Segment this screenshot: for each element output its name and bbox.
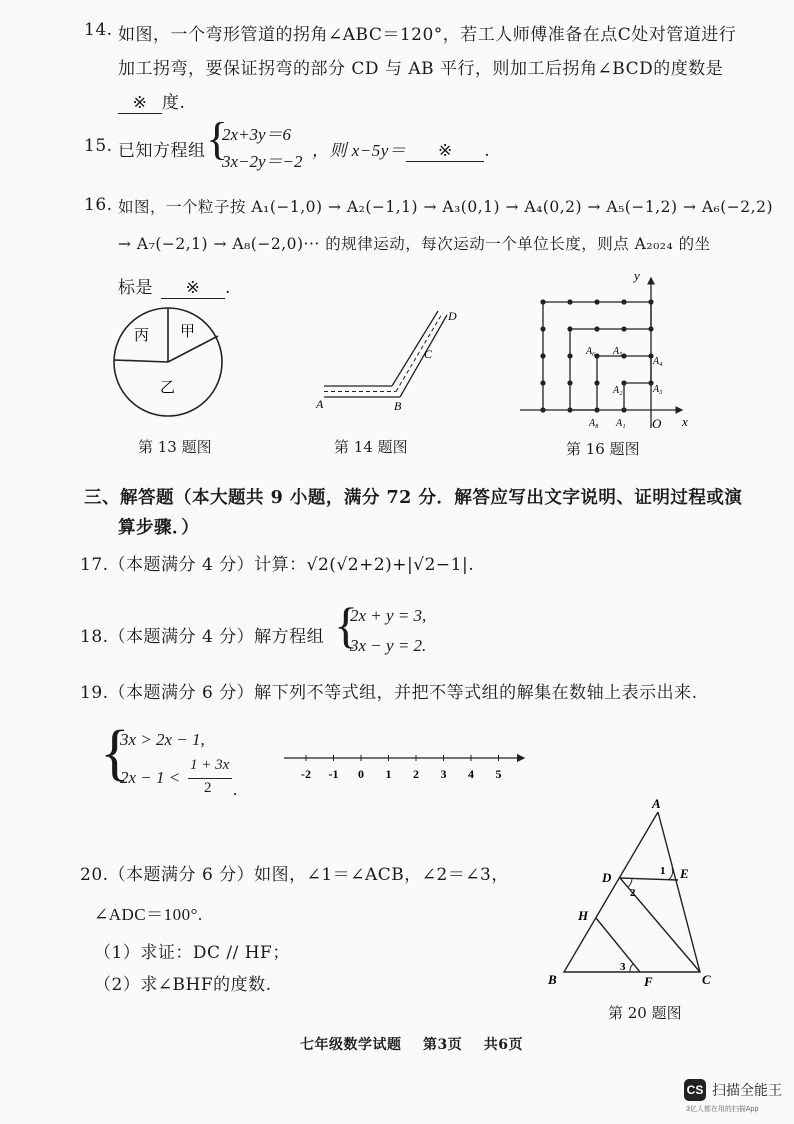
page-footer: 七年级数学试题 第3页 共6页	[300, 1037, 523, 1053]
fig20-label-d: D	[602, 870, 612, 885]
fig20-caption: 第 20 题图	[608, 1004, 682, 1022]
q17-text: 17.（本题满分 4 分）计算：√2(√2+2)+|√2−1|.	[80, 555, 475, 575]
fig16-grid	[512, 268, 698, 436]
q15-number: 15.	[84, 136, 113, 156]
q19-text: 19.（本题满分 6 分）解下列不等式组，并把不等式组的解集在数轴上表示出来.	[80, 683, 698, 703]
fig20-label-h: H	[578, 908, 589, 923]
q14-line2: 加工拐弯，要保证拐弯的部分 CD 与 AB 平行，则加工后拐角∠BCD的度数是	[118, 59, 724, 79]
q18-brace: {	[334, 597, 358, 653]
number-line-tick-label: 5	[495, 767, 502, 781]
fig14-label-b: B	[394, 399, 402, 413]
fig20-label-a: A	[652, 796, 661, 811]
q16-answer-line	[118, 273, 231, 299]
q19-number-line	[280, 748, 530, 788]
q14-number: 14.	[84, 20, 113, 40]
section3-heading-line2: 算步骤．）	[118, 518, 200, 538]
fig16-label-a4: A₄	[653, 356, 663, 367]
q19-fraction-bar	[188, 778, 232, 779]
camscanner-logo: CS	[684, 1079, 706, 1101]
q18-eq1: 2x + y = 3,	[350, 606, 427, 625]
q20-part2: （2）求∠BHF的度数.	[94, 975, 272, 995]
fig14-pipe	[310, 306, 470, 418]
q15-eq1: 2x+3y＝6	[222, 125, 292, 144]
fig16-label-origin: O	[652, 416, 662, 431]
number-line-tick-label: 1	[385, 767, 392, 781]
number-line-tick-label: 2	[413, 767, 419, 781]
camscanner-name: 扫描全能王	[712, 1082, 782, 1098]
fig20-angle-1: 1	[660, 865, 666, 877]
fig13-label-jia: 甲	[180, 324, 196, 340]
fig13-label-yi: 乙	[160, 380, 176, 396]
q16-blank: ※	[161, 278, 225, 299]
q20-line2: ∠ADC＝100°.	[94, 905, 203, 924]
fig16-label-a5: A₅	[613, 346, 623, 357]
fig20-label-f: F	[644, 974, 653, 989]
fig14-label-c: C	[424, 347, 433, 361]
q16-prefix: 标是	[118, 278, 153, 298]
fig16-label-y: y	[634, 268, 640, 283]
q20-line1: 20.（本题满分 6 分）如图，∠1＝∠ACB，∠2＝∠3，	[80, 865, 509, 885]
fig20-triangle	[540, 794, 720, 994]
number-line-tick-label: -1	[328, 767, 339, 781]
q15-eq2: 3x−2y＝−2	[222, 152, 303, 171]
fig16-label-x: x	[682, 414, 688, 429]
q19-eq2-numerator: 1 + 3x	[190, 757, 230, 773]
q15-mid: ，则 x−5y＝	[312, 141, 407, 160]
q16-tail: .	[225, 278, 231, 298]
fig16-label-a6: A₆	[586, 346, 596, 357]
q20-part1: （1）求证：DC // HF；	[94, 943, 290, 963]
fig16-label-a3: A₃	[653, 384, 663, 395]
q16-line1: 如图，一个粒子按 A₁(−1,0) → A₂(−1,1) → A₃(0,1) → A₄(0,2) → A₅(−1,2) → A₆(−2,2)	[118, 198, 773, 216]
q15-brace: {	[206, 113, 229, 164]
q14-line1: 如图，一个弯形管道的拐角∠ABC＝120°，若工人师傅准备在点C处对管道进行	[118, 25, 737, 45]
number-line-tick-label: 4	[468, 767, 474, 781]
number-line-tick-label: -2	[301, 767, 311, 781]
q19-eq1: 3x > 2x − 1,	[120, 730, 205, 749]
q19-eq2-period: .	[233, 780, 238, 799]
q15-tail: .	[484, 141, 491, 161]
fig16-label-a1: A₁	[616, 418, 626, 429]
fig16-label-a8: A₈	[589, 418, 599, 429]
fig14-label-d: D	[448, 309, 457, 323]
fig20-angle-3: 3	[620, 961, 626, 973]
fig16-caption: 第 16 题图	[566, 440, 640, 458]
number-line-tick-label: 0	[358, 767, 364, 781]
fig20-angle-2: 2	[630, 887, 636, 899]
q15-blank: ※	[406, 141, 484, 162]
q19-eq2-left: 2x − 1 <	[120, 768, 181, 787]
camscanner-slogan: 3亿人都在用的扫描App	[686, 1106, 759, 1113]
q14-blank: ※	[118, 93, 162, 114]
fig20-label-e: E	[680, 866, 689, 881]
fig20-label-c: C	[702, 972, 711, 987]
q16-number: 16.	[84, 195, 113, 215]
fig14-label-a: A	[316, 397, 324, 411]
q15-prefix: 已知方程组	[118, 141, 206, 161]
q18-text: 18.（本题满分 4 分）解方程组	[80, 627, 325, 647]
q18-eq2: 3x − y = 2.	[350, 636, 427, 655]
fig13-label-bing: 丙	[134, 328, 150, 344]
fig20-label-b: B	[548, 972, 557, 987]
q19-brace: {	[100, 719, 130, 787]
fig14-caption: 第 14 题图	[334, 438, 408, 456]
q16-line2: → A₇(−2,1) → A₈(−2,0)··· 的规律运动，每次运动一个单位长度，则点 A₂₀₂₄ 的坐	[118, 235, 711, 253]
q15-answer-line	[312, 136, 490, 162]
fig16-label-a2: A₂	[613, 385, 623, 396]
number-line-tick-label: 3	[440, 767, 447, 781]
q14-tail: 度.	[162, 93, 186, 113]
fig13-caption: 第 13 题图	[138, 438, 212, 456]
section3-heading-line1: 三、解答题（本大题共 9 小题，满分 72 分．解答应写出文字说明、证明过程或演	[84, 488, 743, 508]
q14-answer-line	[118, 88, 185, 114]
q19-eq2-denominator: 2	[204, 780, 212, 796]
fig13-pie	[108, 302, 228, 422]
